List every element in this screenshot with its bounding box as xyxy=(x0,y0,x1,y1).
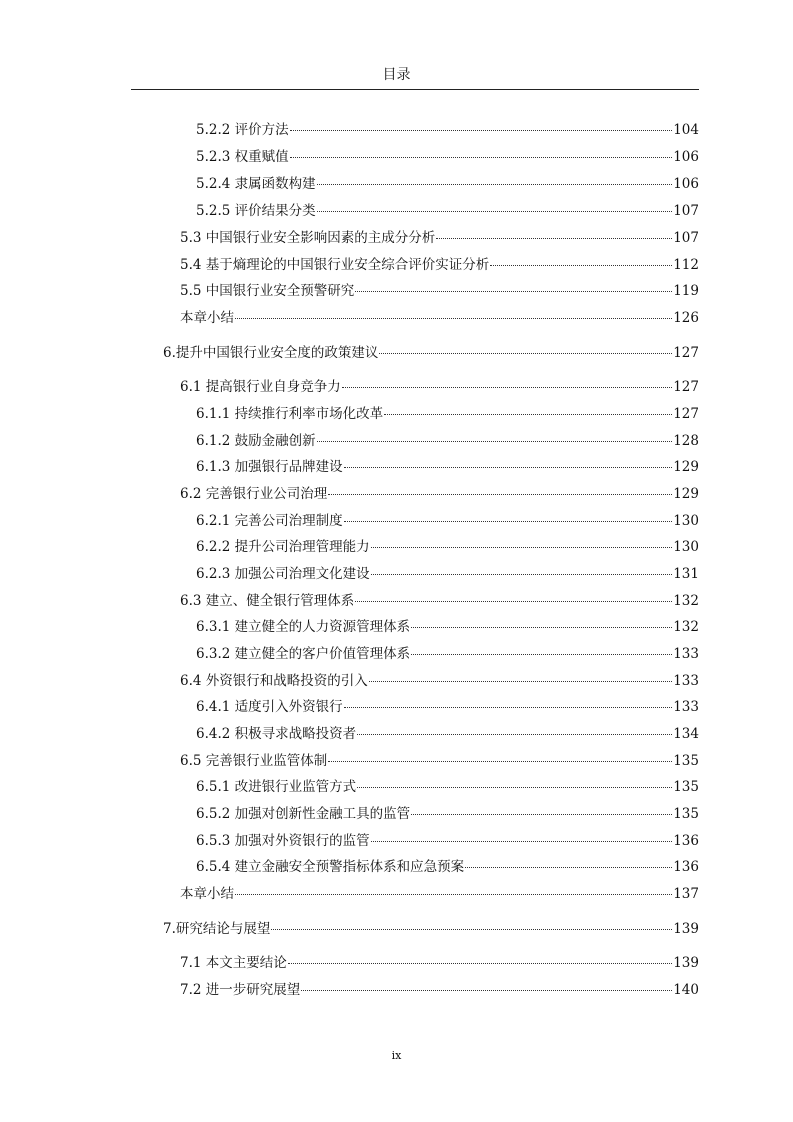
toc-entry-label: 7.研究结论与展望 xyxy=(163,921,271,937)
toc-entry[interactable] xyxy=(180,752,699,770)
toc-entry-page: 130 xyxy=(673,539,699,555)
toc-entry-label: 6.2 完善银行业公司治理 xyxy=(180,486,328,502)
toc-leader-dots xyxy=(288,963,672,964)
toc-entry-page: 135 xyxy=(673,806,699,822)
toc-leader-dots xyxy=(411,654,672,655)
toc-leader-dots xyxy=(355,601,672,602)
toc-leader-dots xyxy=(369,681,672,682)
toc-leader-dots xyxy=(235,318,672,319)
toc-entry[interactable] xyxy=(163,344,699,362)
toc-entry[interactable] xyxy=(196,202,699,220)
toc-entry-label: 6.2.3 加强公司治理文化建设 xyxy=(196,566,370,582)
toc-entry[interactable] xyxy=(196,565,699,583)
toc-entry[interactable] xyxy=(180,256,699,274)
toc-entry[interactable] xyxy=(196,698,699,716)
toc-entry[interactable] xyxy=(196,405,699,423)
toc-leader-dots xyxy=(328,761,672,762)
toc-entry[interactable] xyxy=(180,282,699,300)
toc-entry-label: 5.2.4 隶属函数构建 xyxy=(196,176,316,192)
toc-entry-page: 133 xyxy=(673,673,699,689)
toc-leader-dots xyxy=(465,867,672,868)
toc-entry-page: 133 xyxy=(673,646,699,662)
toc-leader-dots xyxy=(235,894,672,895)
toc-entry[interactable] xyxy=(180,954,699,972)
toc-entry-page: 133 xyxy=(673,699,699,715)
toc-entry-label: 本章小结 xyxy=(180,310,234,326)
toc-leader-dots xyxy=(490,265,672,266)
toc-entry-page: 126 xyxy=(673,310,699,326)
toc-leader-dots xyxy=(371,547,673,548)
toc-entry-label: 6.2.1 完善公司治理制度 xyxy=(196,513,343,529)
toc-entry-label: 本章小结 xyxy=(180,886,234,902)
toc-entry[interactable] xyxy=(196,832,699,850)
toc-entry[interactable] xyxy=(196,512,699,530)
toc-leader-dots xyxy=(411,627,672,628)
page-number: ix xyxy=(391,1049,402,1062)
toc-entry-label: 6.1.2 鼓励金融创新 xyxy=(196,433,316,449)
toc-entry-label: 6.2.2 提升公司治理管理能力 xyxy=(196,539,370,555)
toc-entry-label: 6.5.1 改进银行业监管方式 xyxy=(196,779,357,795)
toc-leader-dots xyxy=(328,494,672,495)
toc-leader-dots xyxy=(271,929,672,930)
toc-entry-page: 139 xyxy=(673,955,699,971)
toc-entry-page: 112 xyxy=(673,257,699,273)
toc-leader-dots xyxy=(384,414,672,415)
toc-entry[interactable] xyxy=(180,885,699,903)
toc-entry-page: 127 xyxy=(673,406,699,422)
toc-entry[interactable] xyxy=(196,725,699,743)
toc-entry-page: 134 xyxy=(673,726,699,742)
toc-entry-label: 7.2 进一步研究展望 xyxy=(180,982,301,998)
toc-leader-dots xyxy=(290,130,673,131)
toc-entry-page: 131 xyxy=(673,566,699,582)
toc-entry-label: 6.5.3 加强对外资银行的监管 xyxy=(196,833,370,849)
toc-leader-dots xyxy=(371,574,673,575)
toc-entry-label: 6.4.1 适度引入外资银行 xyxy=(196,699,343,715)
toc-leader-dots xyxy=(342,387,672,388)
toc-entry-page: 132 xyxy=(673,619,699,635)
toc-entry[interactable] xyxy=(180,485,699,503)
toc-entry[interactable] xyxy=(196,432,699,450)
toc-leader-dots xyxy=(411,814,672,815)
toc-entry-page: 106 xyxy=(673,176,699,192)
toc-leader-dots xyxy=(344,467,673,468)
toc-entry[interactable] xyxy=(196,805,699,823)
toc-entry-label: 5.2.2 评价方法 xyxy=(196,122,289,138)
toc-leader-dots xyxy=(357,787,672,788)
toc-entry-label: 6.3.2 建立健全的客户价值管理体系 xyxy=(196,646,411,662)
toc-entry-page: 135 xyxy=(673,753,699,769)
toc-leader-dots xyxy=(290,157,673,158)
toc-entry[interactable] xyxy=(196,175,699,193)
toc-entry-page: 106 xyxy=(673,149,699,165)
toc-entry[interactable] xyxy=(180,672,699,690)
toc-entry-page: 104 xyxy=(673,122,699,138)
toc-entry[interactable] xyxy=(180,981,699,999)
toc-entry-page: 128 xyxy=(673,433,699,449)
toc-leader-dots xyxy=(379,353,672,354)
toc-entry-label: 6.3.1 建立健全的人力资源管理体系 xyxy=(196,619,411,635)
toc-entry-page: 107 xyxy=(673,230,699,246)
toc-entry-label: 6.1.3 加强银行品牌建设 xyxy=(196,459,343,475)
toc-entry-page: 140 xyxy=(673,982,699,998)
toc-entry[interactable] xyxy=(196,645,699,663)
toc-leader-dots xyxy=(317,441,673,442)
toc-leader-dots xyxy=(317,184,673,185)
toc-entry[interactable] xyxy=(180,229,699,247)
toc-entry-page: 137 xyxy=(673,886,699,902)
toc-entry-page: 136 xyxy=(673,859,699,875)
toc-entry-label: 5.2.3 权重赋值 xyxy=(196,149,289,165)
toc-entry-page: 135 xyxy=(673,779,699,795)
toc-entry[interactable] xyxy=(196,538,699,556)
toc-entry[interactable] xyxy=(196,778,699,796)
toc-entry[interactable] xyxy=(196,148,699,166)
toc-entry-label: 6.5.4 建立金融安全预警指标体系和应急预案 xyxy=(196,859,465,875)
toc-entry-label: 6.5 完善银行业监管体制 xyxy=(180,753,328,769)
toc-leader-dots xyxy=(357,734,672,735)
running-header-title: 目录 xyxy=(382,67,411,83)
toc-entry[interactable] xyxy=(196,458,699,476)
toc-entry[interactable] xyxy=(180,592,699,610)
toc-entry[interactable] xyxy=(180,309,699,327)
toc-entry-page: 132 xyxy=(673,593,699,609)
toc-entry-label: 5.3 中国银行业安全影响因素的主成分分析 xyxy=(180,230,436,246)
toc-entry-label: 5.5 中国银行业安全预警研究 xyxy=(180,283,355,299)
toc-entry-page: 139 xyxy=(673,921,699,937)
toc-entry-page: 127 xyxy=(673,379,699,395)
toc-entry[interactable] xyxy=(180,378,699,396)
toc-entry-page: 129 xyxy=(673,459,699,475)
toc-leader-dots xyxy=(317,211,673,212)
toc-leader-dots xyxy=(344,707,673,708)
toc-leader-dots xyxy=(371,841,673,842)
toc-entry-label: 5.2.5 评价结果分类 xyxy=(196,203,316,219)
toc-entry-page: 127 xyxy=(673,345,699,361)
toc-leader-dots xyxy=(355,291,672,292)
toc-entry[interactable] xyxy=(196,858,699,876)
toc-entry-page: 119 xyxy=(673,283,699,299)
toc-entry-label: 6.4 外资银行和战略投资的引入 xyxy=(180,673,368,689)
toc-entry-label: 6.3 建立、健全银行管理体系 xyxy=(180,593,355,609)
toc-entry-page: 107 xyxy=(673,203,699,219)
toc-entry[interactable] xyxy=(196,121,699,139)
toc-entry-label: 6.5.2 加强对创新性金融工具的监管 xyxy=(196,806,411,822)
toc-entry-label: 5.4 基于熵理论的中国银行业安全综合评价实证分析 xyxy=(180,257,490,273)
toc-entry-label: 6.1.1 持续推行利率市场化改革 xyxy=(196,406,384,422)
toc-entry[interactable] xyxy=(163,920,699,938)
toc-entry-page: 129 xyxy=(673,486,699,502)
toc-entry-label: 6.4.2 积极寻求战略投资者 xyxy=(196,726,357,742)
toc-leader-dots xyxy=(301,990,672,991)
toc-leader-dots xyxy=(436,238,672,239)
toc-leader-dots xyxy=(344,521,673,522)
toc-entry-label: 6.提升中国银行业安全度的政策建议 xyxy=(163,345,379,361)
toc-entry-label: 6.1 提高银行业自身竞争力 xyxy=(180,379,341,395)
toc-entry-page: 130 xyxy=(673,513,699,529)
toc-entry-label: 7.1 本文主要结论 xyxy=(180,955,287,971)
toc-entry-page: 136 xyxy=(673,833,699,849)
toc-entry[interactable] xyxy=(196,618,699,636)
